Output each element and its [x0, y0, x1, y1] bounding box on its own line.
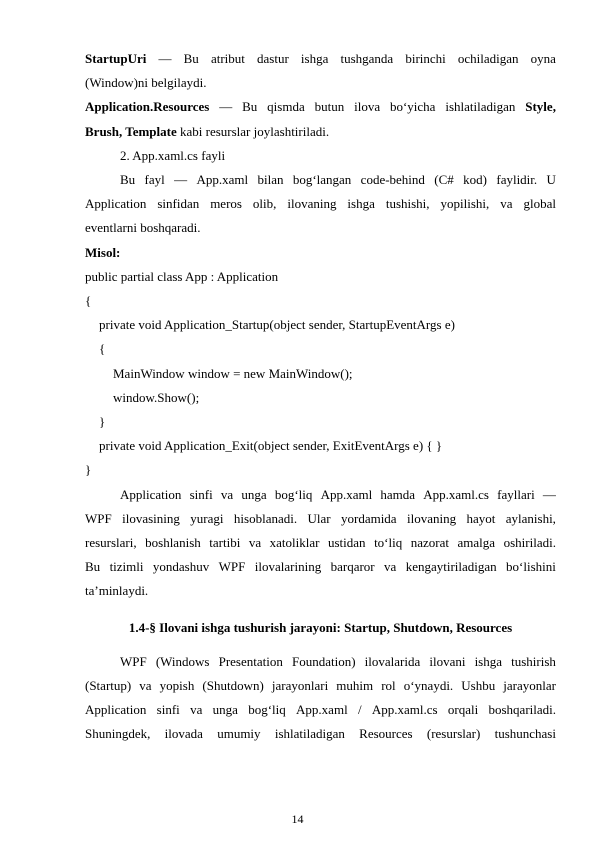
word: tushirish [511, 653, 556, 669]
list-item-app-xaml-cs: 2. App.xaml.cs fayli [120, 147, 226, 163]
word: meros [210, 196, 242, 212]
paragraph-summary-line-1 [85, 483, 556, 507]
word: ilovasining [122, 510, 180, 526]
word: tartibi [209, 535, 241, 551]
word: Bu [183, 51, 199, 66]
resources-line-2-rest: kabi resurslar joylashtiriladi. [176, 123, 330, 139]
word: WPF [218, 559, 246, 575]
word: va [190, 702, 203, 718]
word: yopish [159, 678, 195, 694]
word: amalga [457, 535, 496, 551]
word: global [523, 196, 556, 212]
page-number: 14 [291, 812, 304, 826]
word: ilovalarida [364, 653, 421, 669]
word: bilan [257, 172, 284, 188]
word: ishlatiladigan [445, 99, 516, 115]
word: — [219, 99, 233, 115]
word: to‘liq [374, 535, 403, 551]
word: fayllari [497, 486, 535, 502]
word: ilova [354, 99, 381, 115]
paragraph-resources-line-2 [85, 120, 556, 144]
word: jarayonlari [271, 678, 329, 694]
paragraph-codebehind-line-1 [85, 168, 556, 192]
word: orqali [447, 702, 479, 718]
word: ochiladigan [457, 51, 519, 66]
word: bog‘langan [292, 172, 352, 188]
paragraph-codebehind-line-2 [85, 192, 556, 216]
word: bog‘liq [274, 486, 313, 502]
word: tushganda [340, 51, 394, 66]
word: qismda [267, 99, 305, 115]
section-heading: 1.4-§ Ilovani ishga tushurish jarayoni: Startup, Shutdown, Resources [128, 619, 513, 635]
word: Foundation) [291, 653, 356, 669]
code-line: { [99, 341, 106, 357]
paragraph-codebehind-line-3: eventlarni boshqaradi. [85, 220, 201, 236]
word: ishga [300, 51, 329, 66]
word: code-behind [360, 172, 425, 188]
word: ilovalarining [254, 559, 322, 575]
word: sinfidan [157, 196, 200, 212]
word: yordamida [340, 510, 397, 526]
code-line: { [85, 293, 92, 309]
word: bo‘lishini [506, 559, 556, 575]
word: aylanishi, [505, 510, 556, 526]
word: kengaytiriladigan [405, 559, 497, 575]
word: ishga [474, 653, 503, 669]
word: ilovaning [406, 510, 457, 526]
code-line: } [85, 462, 92, 478]
word: App.xaml [296, 702, 348, 718]
word: ishga [347, 196, 375, 212]
word: Application [85, 196, 147, 212]
paragraph-startup-line-1 [85, 650, 556, 674]
word: oshiriladi. [503, 535, 556, 551]
word: Ushbu [461, 678, 496, 694]
word: (C# [434, 172, 454, 188]
code-line: public partial class App : Application [85, 268, 279, 284]
word: nazorat [410, 535, 450, 551]
term-style: Style, [525, 99, 556, 115]
word: fayl [144, 172, 165, 188]
word: kod) [463, 172, 487, 188]
word: boshlanish [145, 535, 201, 551]
word: WPF [120, 653, 147, 669]
word: boshqariladi. [488, 702, 556, 718]
paragraph-startup-line-3 [85, 698, 556, 722]
word: Bu [85, 559, 101, 575]
word: bo‘yicha [389, 99, 436, 115]
word: unga [212, 702, 238, 718]
code-line: MainWindow window = new MainWindow(); [113, 365, 353, 381]
word: WPF [85, 510, 112, 526]
word: umumiy [217, 726, 261, 742]
word: Application [120, 486, 182, 502]
word: Resources [359, 726, 413, 742]
word: atribut [210, 51, 245, 66]
word: oyna [530, 51, 556, 66]
word: yopilishi, [440, 196, 490, 212]
term-startupuri: StartupUri [85, 51, 147, 66]
paragraph-summary-line-2 [85, 507, 556, 531]
word: bog‘liq [248, 702, 286, 718]
word: dastur [257, 51, 289, 66]
word: tushishi, [385, 196, 430, 212]
word: Presentation [218, 653, 283, 669]
word: o‘ynaydi. [403, 678, 454, 694]
paragraph-startup-line-2 [85, 674, 556, 698]
word: ilovani [429, 653, 466, 669]
word: U [546, 172, 556, 188]
word: va [500, 196, 513, 212]
word: App.xaml [320, 486, 373, 502]
paragraph-summary-line-4 [85, 555, 556, 579]
word: Application [85, 702, 147, 718]
word: olib, [252, 196, 277, 212]
paragraph-startupuri-line-1 [85, 47, 556, 71]
word: Ular [307, 510, 331, 526]
word: Bu [120, 172, 136, 188]
paragraph-resources-line-1 [85, 95, 556, 119]
example-label: Misol: [85, 244, 121, 260]
word: (Windows [155, 653, 210, 669]
word: ilovaning [287, 196, 337, 212]
word: / [357, 702, 362, 718]
paragraph-summary-line-3 [85, 531, 556, 555]
term-application-resources: Application.Resources [85, 99, 210, 115]
word: hayot [466, 510, 496, 526]
word: hisoblanadi. [233, 510, 298, 526]
word: sinfi [189, 486, 213, 502]
word: (Startup) [85, 678, 132, 694]
word: unga [241, 486, 267, 502]
term-brush-template: Brush, Template [85, 123, 177, 139]
word: yuragi [190, 510, 224, 526]
paragraph-startupuri-line-2: (Window)ni belgilaydi. [85, 75, 207, 91]
word: tushunchasi [494, 726, 556, 742]
word: — [174, 172, 188, 188]
code-line: private void Application_Exit(object sender, ExitEventArgs e) { } [99, 438, 443, 454]
paragraph-startup-line-4 [85, 722, 556, 746]
word: yondashuv [152, 559, 210, 575]
paragraph-summary-line-5: ta’minlaydi. [85, 583, 149, 599]
word: muhim [336, 678, 374, 694]
word: va [248, 535, 262, 551]
code-example [85, 265, 556, 483]
word: Shuningdek, [85, 726, 151, 742]
word: ilovada [164, 726, 203, 742]
word: (Shutdown) [202, 678, 264, 694]
word: birinchi [405, 51, 446, 66]
word: App.xaml.cs [423, 486, 489, 502]
word: va [384, 559, 397, 575]
word: ishlatiladigan [274, 726, 345, 742]
code-line: private void Application_Startup(object sender, StartupEventArgs e) [99, 317, 455, 333]
word: tizimli [109, 559, 144, 575]
code-line: } [99, 414, 106, 430]
word: resurslari, [85, 535, 137, 551]
word: sinfi [156, 702, 180, 718]
word: App.xaml.cs [371, 702, 438, 718]
word: rol [381, 678, 396, 694]
word: faylidir. [496, 172, 538, 188]
word: ustidan [327, 535, 366, 551]
word: va [139, 678, 152, 694]
word: barqaror [330, 559, 375, 575]
word: Bu [242, 99, 258, 115]
word: jarayonlar [503, 678, 556, 694]
code-line: window.Show(); [113, 389, 200, 405]
word: butun [314, 99, 345, 115]
word: xatoliklar [269, 535, 320, 551]
word: App.xaml [196, 172, 249, 188]
word: va [220, 486, 234, 502]
document-page [85, 47, 556, 747]
word: hamda [380, 486, 416, 502]
word: — [158, 51, 172, 66]
word: (resurslar) [426, 726, 481, 742]
word: — [542, 486, 556, 502]
